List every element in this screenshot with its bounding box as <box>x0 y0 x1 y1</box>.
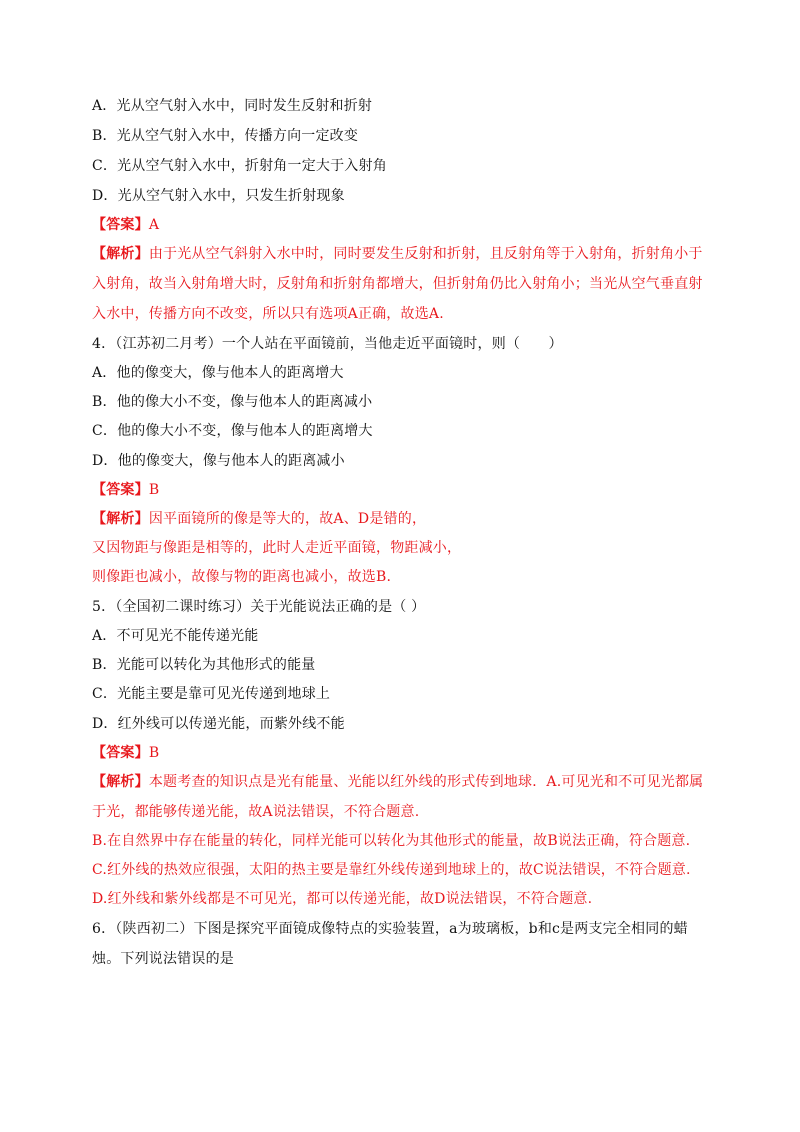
q5-analysis-line-1 <box>92 772 712 792</box>
q3-analysis-tag: 【解析】 <box>92 246 149 262</box>
q3-answer-value: A <box>148 217 160 233</box>
q4-analysis-tag: 【解析】 <box>92 511 149 527</box>
q4-option-c: C．他的像大小不变，像与他本人的距离增大 <box>92 423 373 439</box>
q4-answer-value: B <box>148 482 160 498</box>
q5-analysis-line-3: B.在自然界中存在能量的转化，同样光能可以转化为其他形式的能量，故B说法正确，符合题意. <box>92 833 691 849</box>
q4-option-d: D．他的像变大，像与他本人的距离减小 <box>92 453 345 469</box>
q6-stem-line-2: 烛。下列说法错误的是 <box>92 951 234 967</box>
q5-analysis-line-4: C.红外线的热效应很强，太阳的热主要是靠红外线传递到地球上的，故C说法错误，不符合题意. <box>92 862 691 878</box>
q5-analysis-tag: 【解析】 <box>92 774 149 790</box>
q4-option-a: A．他的像变大，像与他本人的距离增大 <box>92 365 344 381</box>
q3-option-c: C．光从空气射入水中，折射角一定大于入射角 <box>92 158 387 174</box>
q5-answer-value: B <box>148 745 160 761</box>
q3-analysis-text-1: 由于光从空气斜射入水中时，同时要发生反射和折射，且反射角等于入射角，折射角小于 <box>148 246 703 262</box>
q5-option-d: D．红外线可以传递光能，而紫外线不能 <box>92 716 345 732</box>
q4-option-b: B．他的像大小不变，像与他本人的距离减小 <box>92 394 373 410</box>
q4-analysis-line-3: 则像距也减小，故像与物的距离也减小，故选B. <box>92 569 392 585</box>
q3-answer-tag: 【答案】 <box>92 217 149 233</box>
q3-option-d: D．光从空气射入水中，只发生折射现象 <box>92 188 345 204</box>
q4-answer-tag: 【答案】 <box>92 482 149 498</box>
q5-answer-tag: 【答案】 <box>92 745 149 761</box>
q5-answer <box>92 743 712 763</box>
q3-option-b: B．光从空气射入水中，传播方向一定改变 <box>92 128 359 144</box>
q5-option-a: A．不可见光不能传递光能 <box>92 628 259 644</box>
q5-option-b: B．光能可以转化为其他形式的能量 <box>92 657 316 673</box>
q5-analysis-line-5: D.红外线和紫外线都是不可见光，都可以传递光能，故D说法错误，不符合题意. <box>92 891 593 907</box>
q6-stem-line-1: 6．（陕西初二）下图是探究平面镜成像特点的实验装置，a为玻璃板，b和c是两支完全相同的蜡 <box>92 921 688 937</box>
q3-analysis-line-1 <box>92 244 712 264</box>
q5-analysis-line-2: 于光，都能够传递光能，故A说法错误，不符合题意. <box>92 804 420 820</box>
q4-analysis-line-2: 又因物距与像距是相等的，此时人走近平面镜，物距减小， <box>92 540 462 556</box>
q4-analysis-text-1: 因平面镜所的像是等大的，故A、D是错的， <box>148 511 427 527</box>
q3-option-a: A．光从空气射入水中，同时发生反射和折射 <box>92 98 373 114</box>
q3-analysis-line-3: 入水中，传播方向不改变，所以只有选项A正确，故选A. <box>92 306 444 322</box>
q5-analysis-text-1: 本题考查的知识点是光有能量、光能以红外线的形式传到地球．A.可见光和不可见光都属 <box>148 774 704 790</box>
q4-answer <box>92 480 712 500</box>
q4-stem: 4．（江苏初二月考）一个人站在平面镜前，当他走近平面镜时，则（ ） <box>92 336 563 352</box>
q5-stem: 5．（全国初二课时练习）关于光能说法正确的是（ ） <box>92 599 426 615</box>
q3-analysis-line-2: 入射角，故当入射角增大时，反射角和折射角都增大，但折射角仍比入射角小；当光从空气垂直射 <box>92 276 703 292</box>
q4-analysis-line-1 <box>92 509 712 529</box>
q5-option-c: C．光能主要是靠可见光传递到地球上 <box>92 686 331 702</box>
q3-answer <box>92 215 712 235</box>
